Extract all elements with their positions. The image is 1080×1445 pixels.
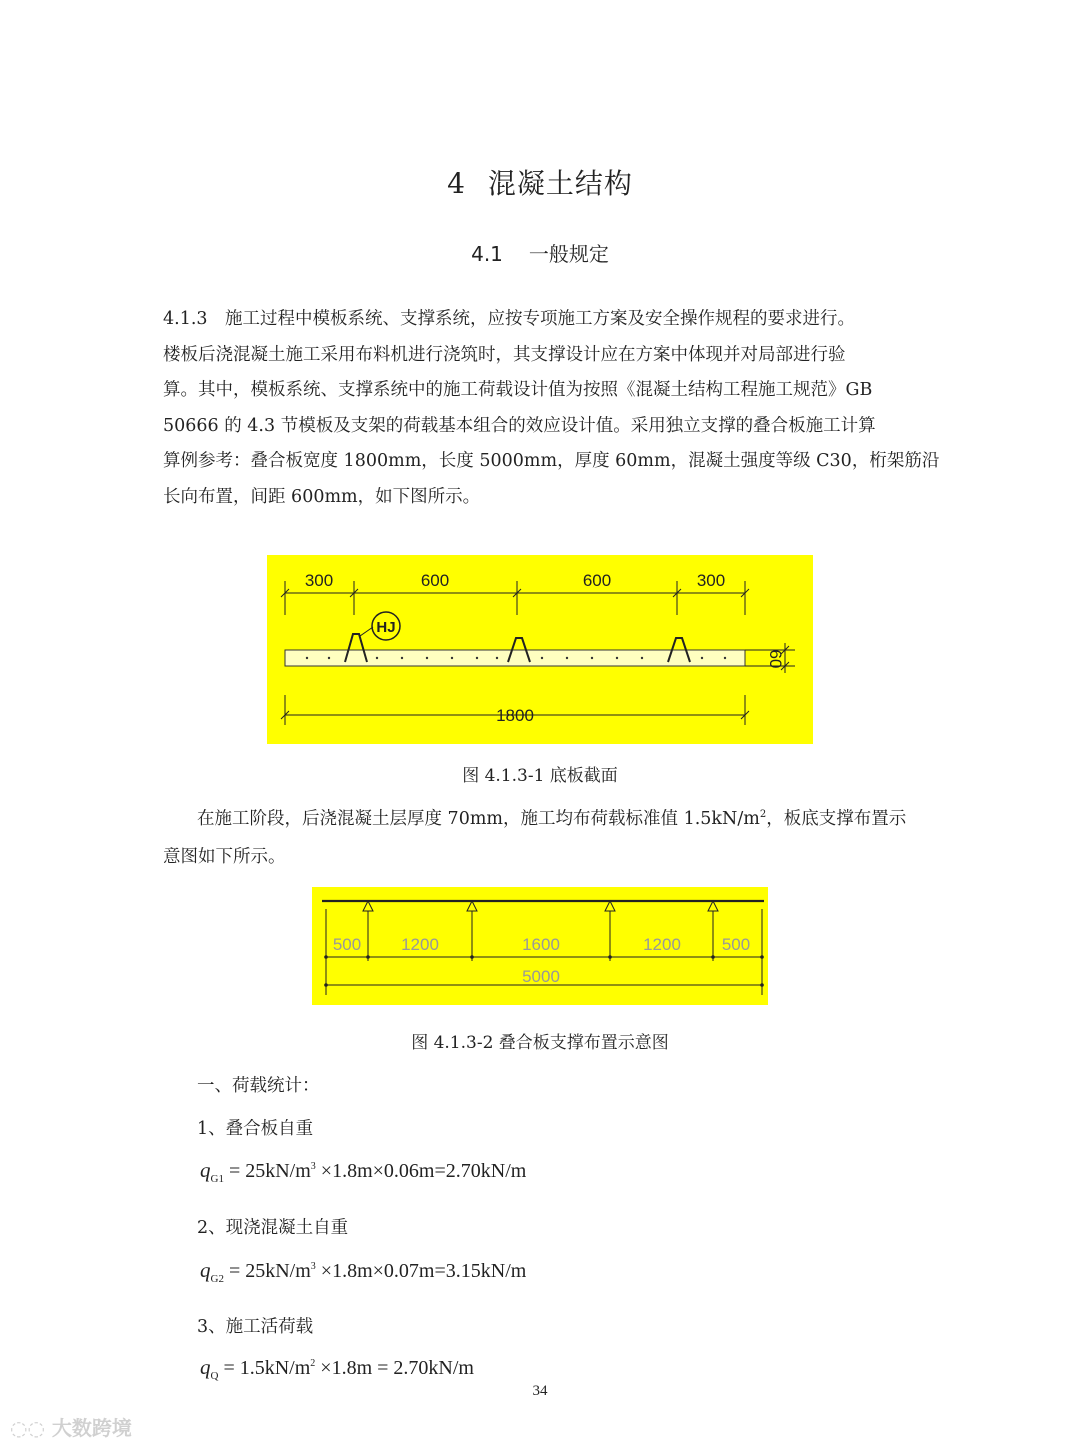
formula-symbol: q	[200, 1258, 211, 1282]
loads-heading: 一、荷载统计：	[197, 1076, 320, 1096]
formula-superscript: 2	[310, 1358, 316, 1369]
total-length-label: 5000	[522, 967, 560, 986]
formula-subscript: G1	[210, 1173, 224, 1185]
dim-label: 300	[696, 571, 726, 590]
chapter-name: 混凝土结构	[487, 167, 633, 200]
paragraph-line: 长向布置，间距 600mm，如下图所示。	[163, 486, 481, 507]
text-segment: ，板底支撑布置示	[766, 808, 907, 829]
paragraph-line: 楼板后浇混凝土施工采用布料机进行浇筑时，其支撑设计应在方案中体现并对局部进行验	[163, 344, 846, 365]
paragraph-4-1-3	[163, 302, 940, 516]
load-item-2: 2、现浇混凝土自重	[197, 1218, 349, 1238]
paragraph-line: 意图如下所示。	[163, 847, 286, 867]
formula-superscript: 3	[310, 1261, 316, 1272]
formula-qq	[200, 1355, 474, 1382]
figure1-caption: 图 4.1.3-1 底板截面	[462, 766, 618, 786]
truss-label-hj: HJ	[376, 619, 396, 636]
superscript: 2	[759, 809, 767, 820]
chapter-title	[0, 162, 1080, 202]
formula-subscript: G2	[210, 1273, 224, 1285]
paragraph-line: 算。其中，模板系统、支撑系统中的施工荷载设计值为按照《混凝土结构工程施工规范》GB	[163, 380, 873, 401]
load-item-3: 3、施工活荷载	[197, 1317, 314, 1337]
paragraph-line: 4.1.3 施工过程中模板系统、支撑系统，应按专项施工方案及安全操作规程的要求进行。	[163, 309, 856, 329]
formula-superscript: 3	[310, 1161, 316, 1172]
text-segment: 在施工阶段，后浇混凝土层厚度 70mm，施工均布荷载标准值 1.5kN/m	[197, 808, 760, 829]
formula-symbol: q	[200, 1355, 211, 1379]
support-layout-drawing	[312, 887, 768, 1005]
formula-qg2	[200, 1258, 526, 1285]
formula-part: = 25kN/m	[223, 1160, 311, 1182]
load-item-1: 1、叠合板自重	[197, 1119, 314, 1139]
section-number: 4.1	[471, 242, 503, 266]
chapter-number: 4	[447, 167, 466, 200]
formula-subscript: Q	[210, 1370, 219, 1382]
paragraph-line: 50666 的 4.3 节模板及支架的荷载基本组合的效应设计值。采用独立支撑的叠合板施工计算	[163, 415, 876, 436]
span-label: 500	[721, 935, 751, 954]
watermark: ◌◌ 大数跨境	[10, 1416, 132, 1440]
span-label: 1200	[401, 935, 439, 954]
watermark-text: 大数跨境	[51, 1416, 132, 1440]
section-title	[0, 238, 1080, 267]
formula-qg1	[200, 1158, 526, 1185]
formula-part: ×1.8m = 2.70kN/m	[315, 1357, 474, 1379]
section-name: 一般规定	[528, 242, 609, 266]
total-width-label: 1800	[496, 706, 534, 725]
paragraph-construction-stage	[197, 797, 927, 837]
figure-support-layout	[312, 887, 768, 1005]
paragraph-line: 算例参考：叠合板宽度 1800mm，长度 5000mm，厚度 60mm，混凝土强度等级 C30，桁架筋沿	[163, 451, 940, 472]
thickness-label: 60	[766, 649, 785, 669]
dim-label: 600	[582, 571, 612, 590]
formula-part: ×1.8m×0.06m=2.70kN/m	[315, 1160, 527, 1182]
paragraph-line	[197, 797, 927, 837]
dim-label: 600	[420, 571, 450, 590]
span-label: 500	[332, 935, 362, 954]
formula-part: = 1.5kN/m	[218, 1357, 311, 1379]
span-label: 1600	[522, 935, 560, 954]
dim-label: 300	[304, 571, 334, 590]
paragraph-construction-stage-cont	[163, 840, 923, 876]
figure2-caption: 图 4.1.3-2 叠合板支撑布置示意图	[411, 1033, 669, 1053]
page-number: 34	[532, 1383, 548, 1399]
span-label: 1200	[643, 935, 681, 954]
formula-symbol: q	[200, 1158, 211, 1182]
formula-part: ×1.8m×0.07m=3.15kN/m	[315, 1260, 527, 1282]
figure-slab-section	[267, 555, 813, 744]
slab-section-drawing	[267, 555, 813, 744]
formula-part: = 25kN/m	[223, 1260, 311, 1282]
